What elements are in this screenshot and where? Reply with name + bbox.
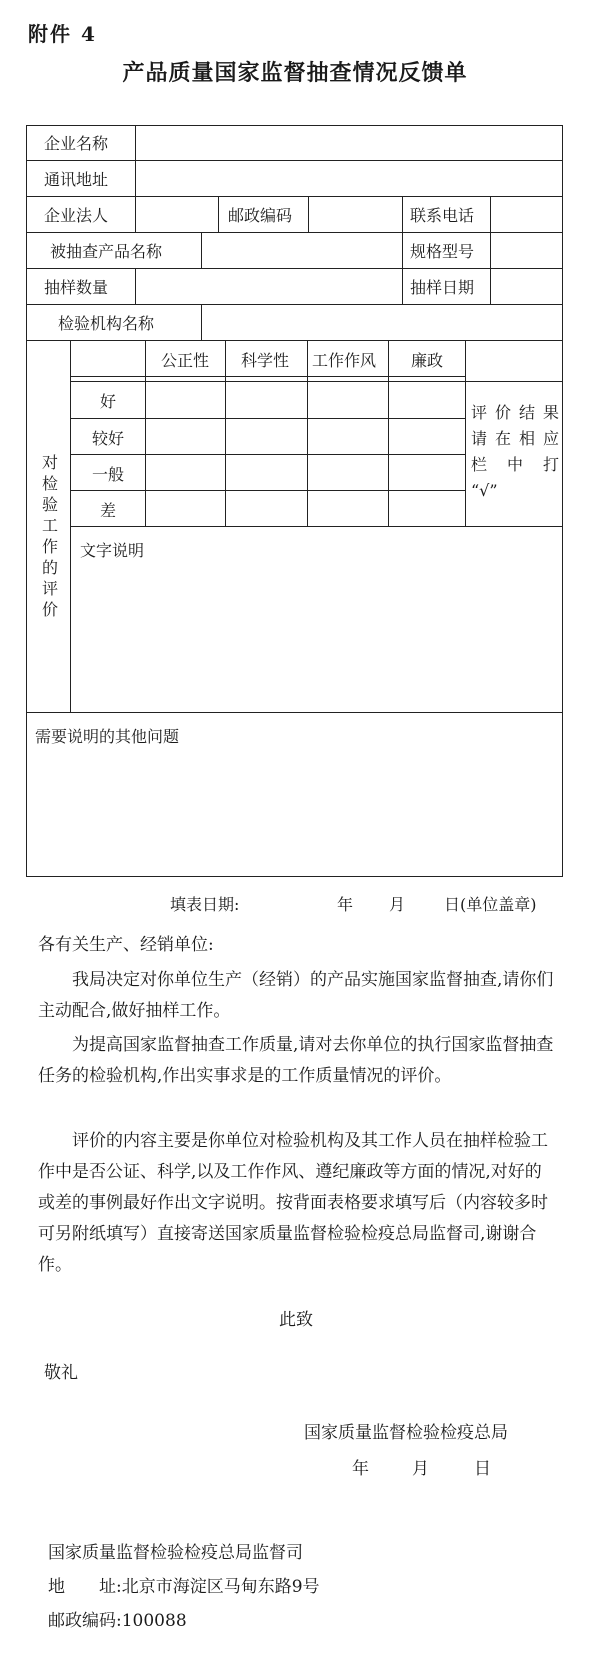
divider	[26, 268, 563, 269]
criteria-header: 工作作风	[312, 351, 377, 370]
divider	[135, 268, 136, 304]
evaluation-note	[471, 400, 559, 504]
postal-code-label: 邮政编码	[228, 206, 293, 225]
criteria-header: 公正性	[161, 351, 210, 370]
address-value: 北京市海淀区马甸东路9号	[121, 1577, 320, 1597]
fill-date-label: 填表日期:	[170, 895, 240, 914]
sample-date-label: 抽样日期	[410, 278, 475, 297]
criteria-header: 科学性	[241, 351, 290, 370]
divider	[402, 232, 403, 268]
phone-label: 联系电话	[410, 206, 475, 225]
evaluation-side-label: 对检验工作的评价	[42, 453, 59, 619]
divider	[490, 268, 491, 304]
divider	[201, 304, 202, 340]
legal-rep-label: 企业法人	[44, 206, 109, 225]
divider	[135, 160, 136, 196]
divider	[402, 268, 403, 304]
letter-paragraph: 评价的内容主要是你单位对检验机构及其工作人员在抽样检验工作中是否公证、科学,以及工作作风、遵纪廉政等方面的情况,对好的或差的事例最好作出文字说明。按背面表格要求填写后（内容较多时可另附纸填写）直接寄送国家质量监督检验检疫总局监督司,谢谢合作。	[38, 1131, 548, 1275]
divider	[145, 340, 146, 526]
divider	[26, 232, 563, 233]
divider	[402, 196, 403, 232]
letter-closing-2: 敬礼	[44, 1363, 78, 1383]
attachment-label: 附件 4	[28, 22, 97, 46]
divider	[490, 232, 491, 268]
divider	[307, 340, 308, 526]
other-issues-label: 需要说明的其他问题	[35, 727, 180, 746]
company-name-label: 企业名称	[44, 134, 109, 153]
institution-name-label: 检验机构名称	[58, 314, 155, 333]
divider	[70, 418, 465, 419]
divider	[70, 454, 465, 455]
fill-date-year: 年	[337, 895, 354, 914]
divider	[26, 712, 563, 713]
letter-salutation: 各有关生产、经销单位:	[38, 935, 214, 955]
contact-postal	[48, 1606, 187, 1637]
signature-month: 月	[412, 1459, 429, 1479]
divider	[225, 340, 226, 526]
divider	[70, 490, 465, 491]
divider	[218, 196, 219, 232]
divider	[308, 196, 309, 232]
divider	[26, 196, 563, 197]
divider	[135, 196, 136, 232]
rating-label: 较好	[92, 429, 125, 448]
signature-year: 年	[352, 1459, 369, 1479]
letter-paragraph: 我局决定对你单位生产（经销）的产品实施国家监督抽查,请你们主动配合,做好抽样工作。	[38, 970, 554, 1021]
note-line: “√”	[471, 481, 498, 500]
letter-closing-1: 此致	[279, 1310, 313, 1330]
address-label: 通讯地址	[44, 170, 109, 189]
divider	[70, 376, 465, 377]
text-explanation-label: 文字说明	[80, 541, 145, 560]
product-name-label: 被抽查产品名称	[50, 242, 163, 261]
signature-day: 日	[474, 1459, 491, 1479]
note-line: 栏 中 打	[471, 455, 559, 474]
divider	[388, 340, 389, 526]
rating-label: 差	[100, 501, 117, 520]
divider	[70, 340, 71, 712]
letter-signature: 国家质量监督检验检疫总局	[304, 1423, 508, 1443]
divider	[201, 232, 202, 268]
postal-label: 邮政编码:	[48, 1611, 122, 1631]
divider	[26, 340, 563, 341]
note-line: 请在相应	[471, 429, 559, 448]
letter-paragraph: 为提高国家监督抽查工作质量,请对去你单位的执行国家监督抽查任务的检验机构,作出实事求是的工作质量情况的评价。	[38, 1035, 554, 1086]
page-title: 产品质量国家监督抽查情况反馈单	[122, 61, 468, 86]
address-label: 地 址:	[48, 1577, 122, 1597]
contact-address	[48, 1572, 320, 1603]
divider	[70, 526, 563, 527]
rating-label: 好	[100, 392, 117, 411]
divider	[490, 196, 491, 232]
divider	[70, 381, 563, 382]
contact-org: 国家质量监督检验检疫总局监督司	[48, 1543, 303, 1563]
divider	[26, 304, 563, 305]
divider	[135, 125, 136, 160]
postal-value: 100088	[121, 1611, 187, 1631]
divider	[26, 160, 563, 161]
fill-date-day: 日(单位盖章)	[444, 895, 537, 914]
rating-label: 一般	[92, 465, 125, 484]
sample-qty-label: 抽样数量	[44, 278, 109, 297]
criteria-header: 廉政	[411, 351, 444, 370]
fill-date-month: 月	[389, 895, 406, 914]
model-spec-label: 规格型号	[410, 242, 475, 261]
divider	[465, 340, 466, 526]
note-line: 评价结果	[471, 403, 559, 422]
